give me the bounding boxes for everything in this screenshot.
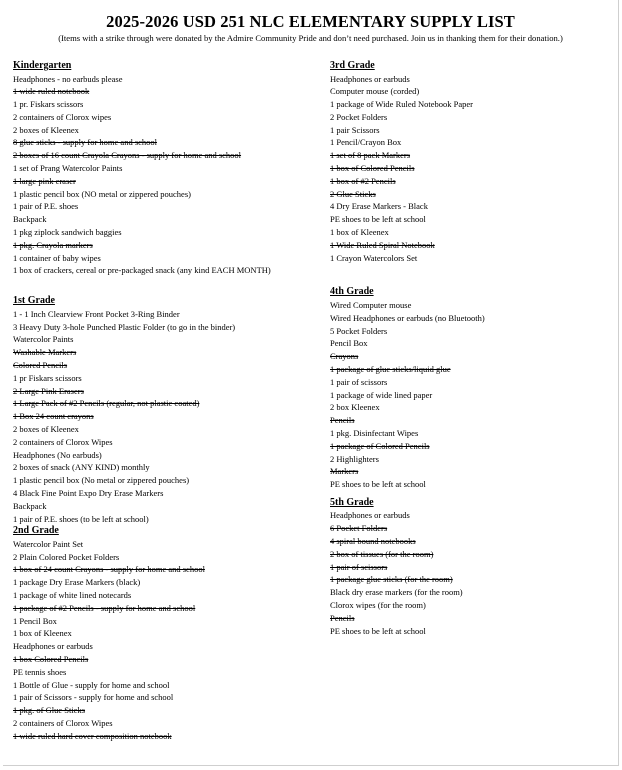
supply-item-donated: 1 wide ruled notebook bbox=[13, 86, 90, 97]
supply-item: 2 Pocket Folders bbox=[330, 111, 388, 122]
supply-item: 2 box Kleenex bbox=[330, 402, 380, 413]
supply-item: 1 pair of P.E. shoes bbox=[13, 201, 79, 212]
section-1st-grade bbox=[13, 295, 313, 525]
supply-item: 1 Crayon Watercolors Set bbox=[330, 252, 418, 263]
section-kindergarten bbox=[13, 60, 313, 277]
supply-item: 1 package of wide lined paper bbox=[330, 389, 433, 400]
supply-item-donated: 1 set of 8 pack Markers bbox=[330, 150, 411, 161]
section-heading-5th-grade: 5th Grade bbox=[330, 496, 374, 508]
supply-item: Backpack bbox=[13, 500, 47, 511]
supply-item-donated: Washable Markers bbox=[13, 347, 77, 358]
supply-item: 1 pkg. Disinfectant Wipes bbox=[330, 427, 419, 438]
supply-item: Headphones or earbuds bbox=[330, 73, 410, 84]
supply-item: 4 Black Fine Point Expo Dry Erase Markers bbox=[13, 487, 164, 498]
supply-list-3rd-grade bbox=[330, 73, 622, 265]
supply-item-donated: 1 wide ruled hard cover composition notebook bbox=[13, 730, 172, 741]
supply-item: 2 containers of Clorox Wipes bbox=[13, 717, 113, 728]
supply-item-donated: 1 large pink eraser bbox=[13, 175, 76, 186]
supply-item: PE shoes to be left at school bbox=[330, 214, 426, 225]
supply-item-donated: 1 box of 24 count Crayons - supply for home and school bbox=[13, 564, 205, 575]
supply-item-donated: 1 pair of scissors bbox=[330, 561, 388, 572]
supply-item-donated: 1 package of Colored Pencils bbox=[330, 440, 430, 451]
supply-item: 3 Heavy Duty 3-hole Punched Plastic Folder (to go in the binder) bbox=[13, 321, 236, 332]
supply-item: 1 pr. Fiskars scissors bbox=[13, 99, 84, 110]
supply-item: 1 pair of scissors bbox=[330, 376, 388, 387]
supply-item-donated: 8 glue sticks - supply for home and school bbox=[13, 137, 158, 148]
supply-item: Watercolor Paints bbox=[13, 334, 74, 345]
supply-item: 1 Pencil/Crayon Box bbox=[330, 137, 402, 148]
supply-item: 1 - 1 Inch Clearview Front Pocket 3-Ring Binder bbox=[13, 308, 180, 319]
section-heading-kindergarten: Kindergarten bbox=[13, 60, 72, 71]
supply-item: 2 containers of Clorox wipes bbox=[13, 111, 112, 122]
supply-item-donated: Markers bbox=[330, 466, 359, 477]
supply-item-donated: 1 package of #2 Pencils - supply for home and school bbox=[13, 602, 196, 613]
supply-item: 1 package of white lined notecards bbox=[13, 589, 132, 600]
supply-item: 2 containers of Clorox Wipes bbox=[13, 436, 113, 447]
supply-item-donated: 1 box of Colored Pencils bbox=[330, 163, 415, 174]
supply-item-donated: 1 pkg. Crayola markers bbox=[13, 239, 93, 250]
supply-item: 1 box of Kleenex bbox=[330, 227, 389, 238]
supply-item-donated: Crayons bbox=[330, 351, 359, 362]
supply-item-donated: 2 Large Pink Erasers bbox=[13, 385, 84, 396]
left-column bbox=[13, 60, 313, 743]
supply-item: 4 Dry Erase Markers - Black bbox=[330, 201, 428, 212]
section-4th-grade bbox=[330, 286, 622, 490]
supply-item-donated: 1 pkg. of Glue Sticks bbox=[13, 705, 86, 716]
supply-item: 1 pkg ziplock sandwich baggies bbox=[13, 227, 122, 238]
supply-item: 1 pr Fiskars scissors bbox=[13, 372, 82, 383]
supply-item: 2 boxes of snack (ANY KIND) monthly bbox=[13, 462, 150, 473]
supply-item: Headphones or earbuds bbox=[13, 641, 93, 652]
supply-item: 1 box of crackers, cereal or pre-packaged snack (any kind EACH MONTH) bbox=[13, 265, 271, 276]
supply-item: 1 Pencil Box bbox=[13, 615, 57, 626]
right-column bbox=[330, 60, 622, 637]
supply-list-1st-grade bbox=[13, 308, 313, 526]
supply-item: PE shoes to be left at school bbox=[330, 625, 426, 636]
supply-item: 5 Pocket Folders bbox=[330, 325, 388, 336]
section-2nd-grade bbox=[13, 525, 313, 742]
page-subtitle: (Items with a strike through were donated by the Admire Community Pride and don’t need purchased. Join us in thanking them for their donation.) bbox=[58, 33, 563, 43]
supply-item-donated: 1 Large Pack of #2 Pencils (regular, not plastic coated) bbox=[13, 398, 200, 409]
section-5th-grade bbox=[330, 497, 622, 637]
supply-list-5th-grade bbox=[330, 509, 622, 637]
supply-item: Backpack bbox=[13, 214, 47, 225]
section-heading-1st-grade: 1st Grade bbox=[13, 295, 55, 307]
supply-item: PE tennis shoes bbox=[13, 666, 67, 677]
supply-item-donated: 1 package glue sticks (for the room) bbox=[330, 574, 453, 585]
supply-item-donated: 1 box Colored Pencils bbox=[13, 653, 89, 664]
supply-item: 2 Plain Colored Pocket Folders bbox=[13, 551, 120, 562]
supply-item-donated: 2 boxes of 16 count Crayola Crayons - supply for home and school bbox=[13, 150, 242, 161]
supply-item-donated: 1 Box 24 count crayons bbox=[13, 411, 94, 422]
supply-item: Headphones or earbuds bbox=[330, 510, 410, 521]
supply-list-kindergarten bbox=[13, 73, 313, 278]
supply-item: 1 plastic pencil box (No metal or zippered pouches) bbox=[13, 475, 190, 486]
supply-item: 1 pair of Scissors - supply for home and school bbox=[13, 692, 174, 703]
supply-item: 2 boxes of Kleenex bbox=[13, 423, 79, 434]
supply-item: Pencil Box bbox=[330, 338, 368, 349]
supply-item-donated: 2 Glue Sticks bbox=[330, 188, 376, 199]
supply-item-donated: Pencils bbox=[330, 415, 355, 426]
supply-item-donated: 2 box of tissues (for the room) bbox=[330, 548, 434, 559]
supply-item: 2 Highlighters bbox=[330, 453, 379, 464]
supply-item: 1 package Dry Erase Markers (black) bbox=[13, 577, 141, 588]
supply-item: Clorox wipes (for the room) bbox=[330, 599, 426, 610]
supply-item-donated: 4 spiral bound notebooks bbox=[330, 536, 416, 546]
page-title: 2025-2026 USD 251 NLC ELEMENTARY SUPPLY LIST bbox=[106, 12, 515, 31]
supply-item-donated: 6 Pocket Folders bbox=[330, 523, 388, 534]
supply-item-donated: 1 box of #2 Pencils bbox=[330, 175, 396, 186]
supply-item: PE shoes to be left at school bbox=[330, 479, 426, 490]
supply-item-donated: Pencils bbox=[330, 612, 355, 623]
supply-item: Wired Computer mouse bbox=[330, 299, 412, 310]
supply-item: 1 package of Wide Ruled Notebook Paper bbox=[330, 99, 474, 110]
supply-item-donated: 1 package of glue sticks/liquid glue bbox=[330, 363, 451, 374]
section-3rd-grade bbox=[330, 60, 622, 264]
supply-item: 1 container of baby wipes bbox=[13, 252, 101, 263]
supply-item-donated: Colored Pencils bbox=[13, 359, 68, 370]
supply-item: 1 pair of P.E. shoes (to be left at school) bbox=[13, 513, 149, 524]
supply-item: Headphones (No earbuds) bbox=[13, 449, 102, 460]
supply-item-donated: 1 Wide Ruled Spiral Notebook bbox=[330, 239, 435, 250]
section-heading-2nd-grade: 2nd Grade bbox=[13, 525, 59, 537]
supply-item: Watercolor Paint Set bbox=[13, 538, 84, 549]
supply-list-4th-grade bbox=[330, 299, 622, 491]
supply-list-2nd-grade bbox=[13, 538, 313, 743]
section-heading-3rd-grade: 3rd Grade bbox=[330, 60, 375, 71]
supply-item: 1 Bottle of Glue - supply for home and school bbox=[13, 679, 170, 690]
section-heading-4th-grade: 4th Grade bbox=[330, 286, 374, 298]
supply-item: 1 set of Prang Watercolor Paints bbox=[13, 163, 123, 174]
supply-item: Black dry erase markers (for the room) bbox=[330, 587, 463, 598]
supply-item: 1 pair Scissors bbox=[330, 124, 380, 135]
supply-item: Wired Headphones or earbuds (no Bluetooth) bbox=[330, 312, 485, 323]
supply-item: Headphones - no earbuds please bbox=[13, 73, 123, 84]
supply-item: Computer mouse (corded) bbox=[330, 86, 420, 97]
supply-item: 1 box of Kleenex bbox=[13, 628, 72, 639]
supply-item: 1 plastic pencil box (NO metal or zippered pouches) bbox=[13, 188, 191, 199]
document-page bbox=[3, 0, 619, 766]
supply-item: 2 boxes of Kleenex bbox=[13, 124, 79, 135]
